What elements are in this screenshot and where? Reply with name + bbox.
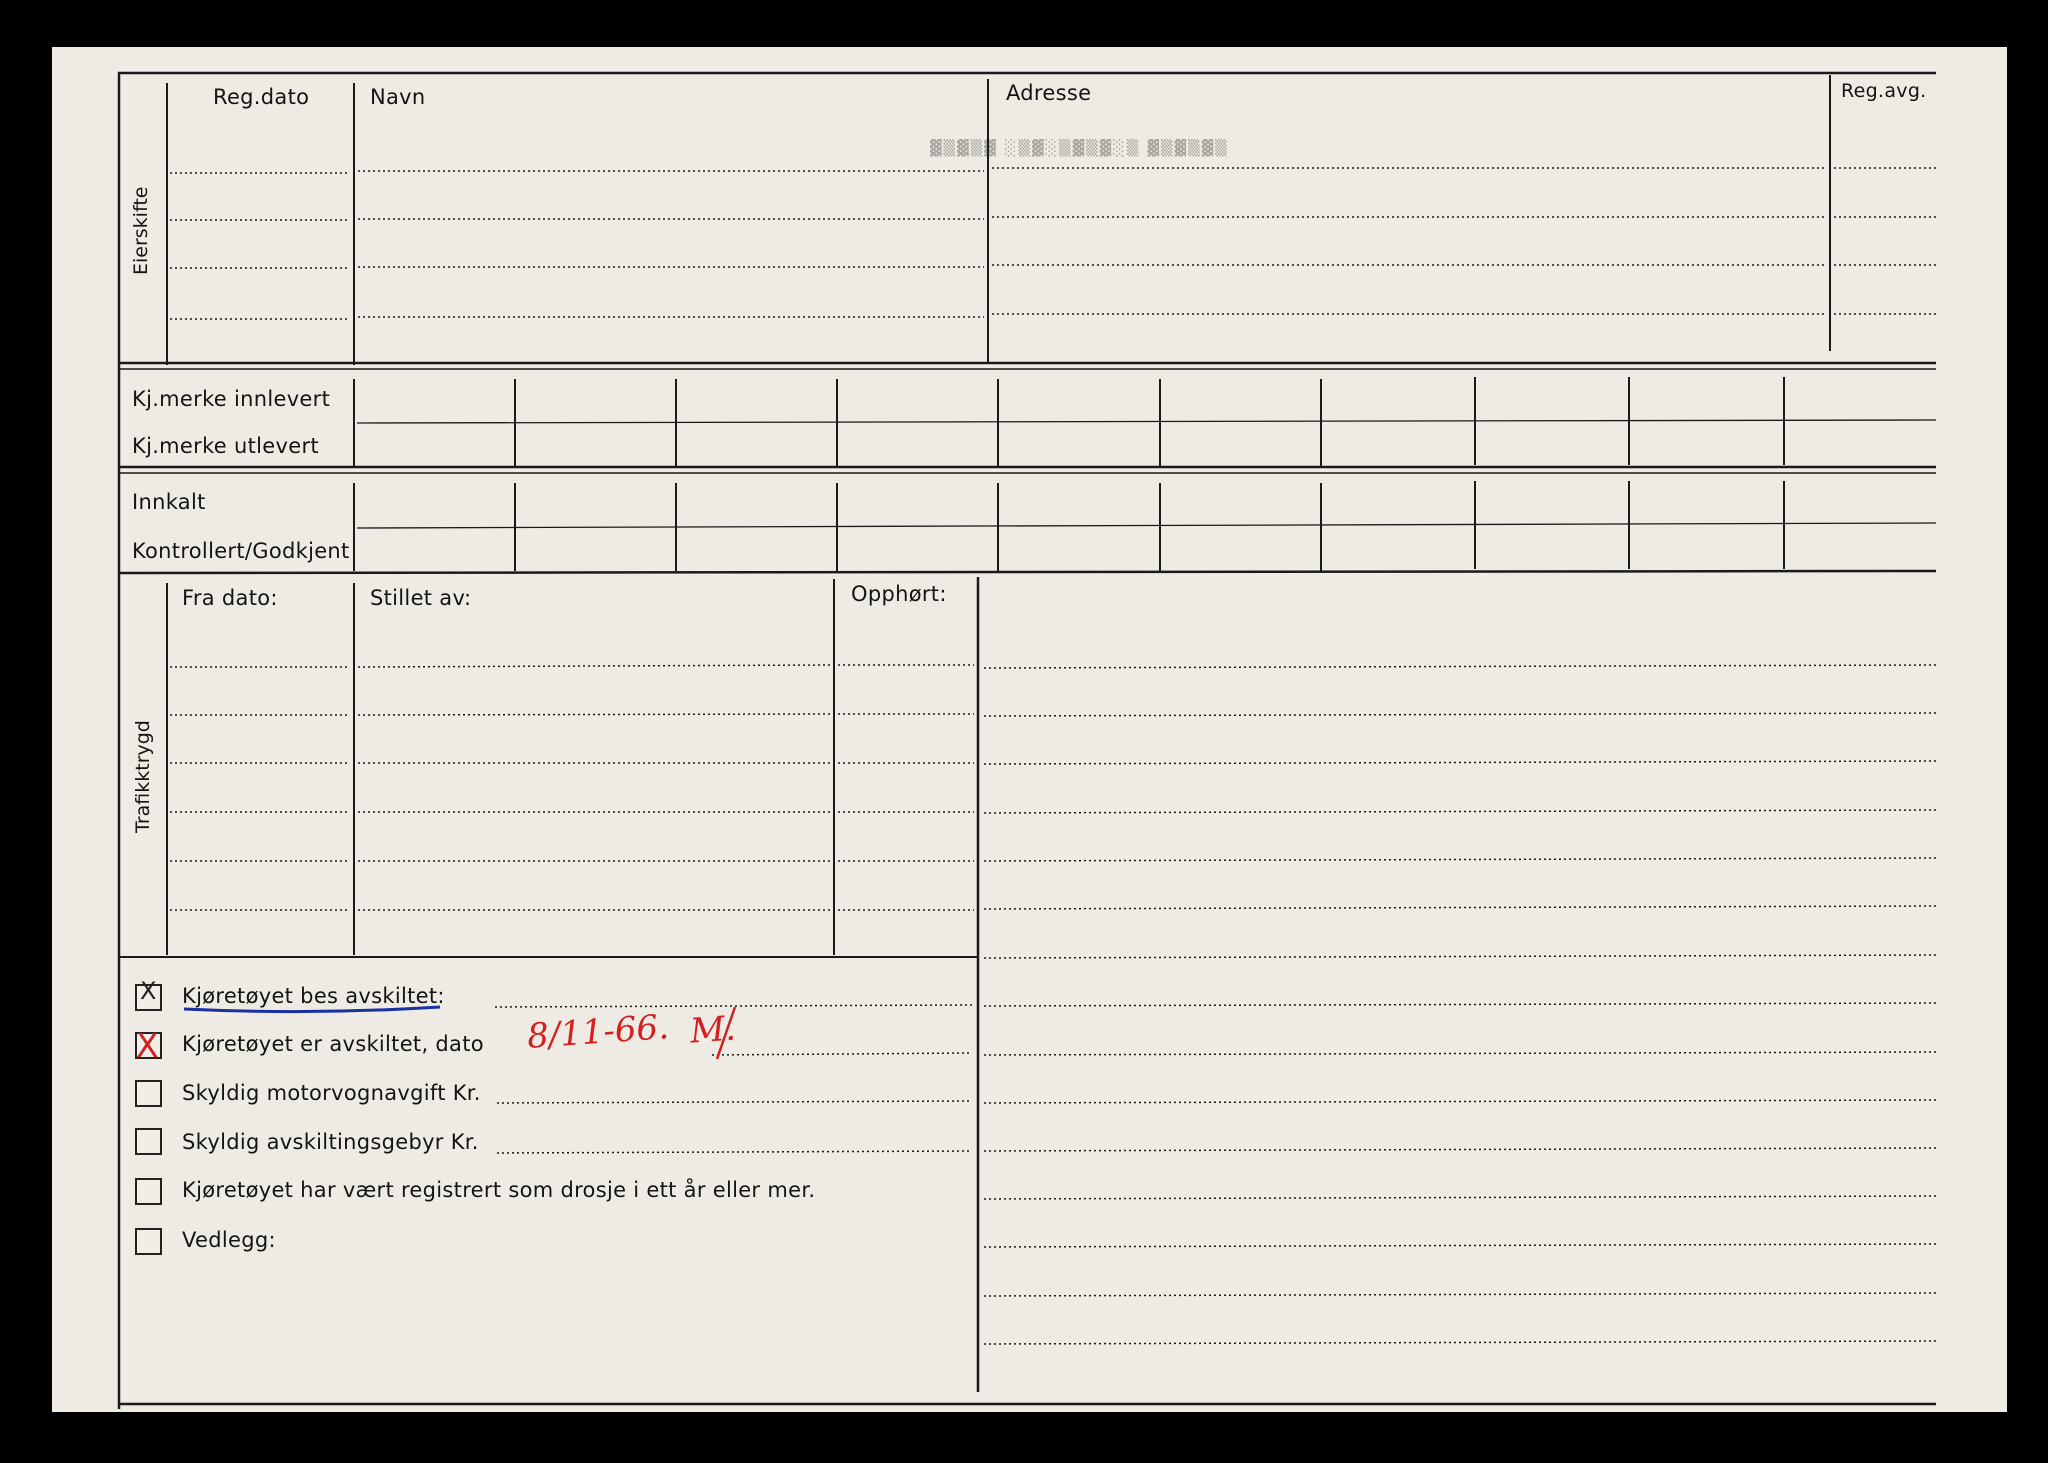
stillet-av-header: Stillet av: (370, 586, 472, 610)
fra-dato-header: Fra dato: (182, 586, 278, 610)
adresse-header: Adresse (1006, 81, 1092, 105)
kj-merke-innlevert-label: Kj.merke innlevert (132, 387, 331, 411)
checklist-label-drosje: Kjøretøyet har vært registrert som drosje i ett år eller mer. (182, 1178, 816, 1202)
faded-stamp: ▓▒▓▒▓ ░▒▓░▒▓▒▓░▒ ▓▒▓▒▓▒ (930, 139, 1229, 157)
checkbox-mark: X (136, 1026, 159, 1065)
checkbox-vedlegg[interactable] (135, 1228, 162, 1255)
checkbox-mark: X (140, 977, 157, 1005)
reg-dato-header: Reg.dato (213, 85, 310, 109)
checklist-label-avskiltingsgebyr: Skyldig avskiltingsgebyr Kr. (182, 1130, 479, 1154)
checkbox-bes-avskiltet[interactable] (135, 977, 162, 1011)
form-lines (52, 47, 2007, 1412)
opphort-header: Opphørt: (851, 582, 947, 606)
handwritten-date: 8/11-66. (525, 1007, 671, 1057)
checklist-label-bes-avskiltet: Kjøretøyet bes avskiltet: (182, 984, 445, 1008)
checkbox-avskiltingsgebyr[interactable] (135, 1128, 162, 1155)
checkbox-drosje[interactable] (135, 1178, 162, 1205)
registration-card (52, 47, 2007, 1412)
handwritten-initials: M. (688, 1008, 737, 1052)
reg-avg-header: Reg.avg. (1841, 80, 1927, 102)
checklist-label-er-avskiltet: Kjøretøyet er avskiltet, dato (182, 1032, 484, 1056)
kj-merke-utlevert-label: Kj.merke utlevert (132, 434, 319, 458)
innkalt-label: Innkalt (132, 490, 206, 514)
checklist-label-motorvognavgift: Skyldig motorvognavgift Kr. (182, 1081, 481, 1105)
checkbox-er-avskiltet[interactable] (135, 1026, 162, 1065)
navn-header: Navn (370, 85, 426, 109)
trafikktrygd-side-label: Trafikktrygd (132, 720, 154, 833)
checklist-label-vedlegg: Vedlegg: (182, 1228, 276, 1252)
kontrollert-godkjent-label: Kontrollert/Godkjent (132, 539, 350, 563)
checkbox-motorvognavgift[interactable] (135, 1080, 162, 1107)
eierskifte-side-label: Eierskifte (130, 186, 152, 275)
